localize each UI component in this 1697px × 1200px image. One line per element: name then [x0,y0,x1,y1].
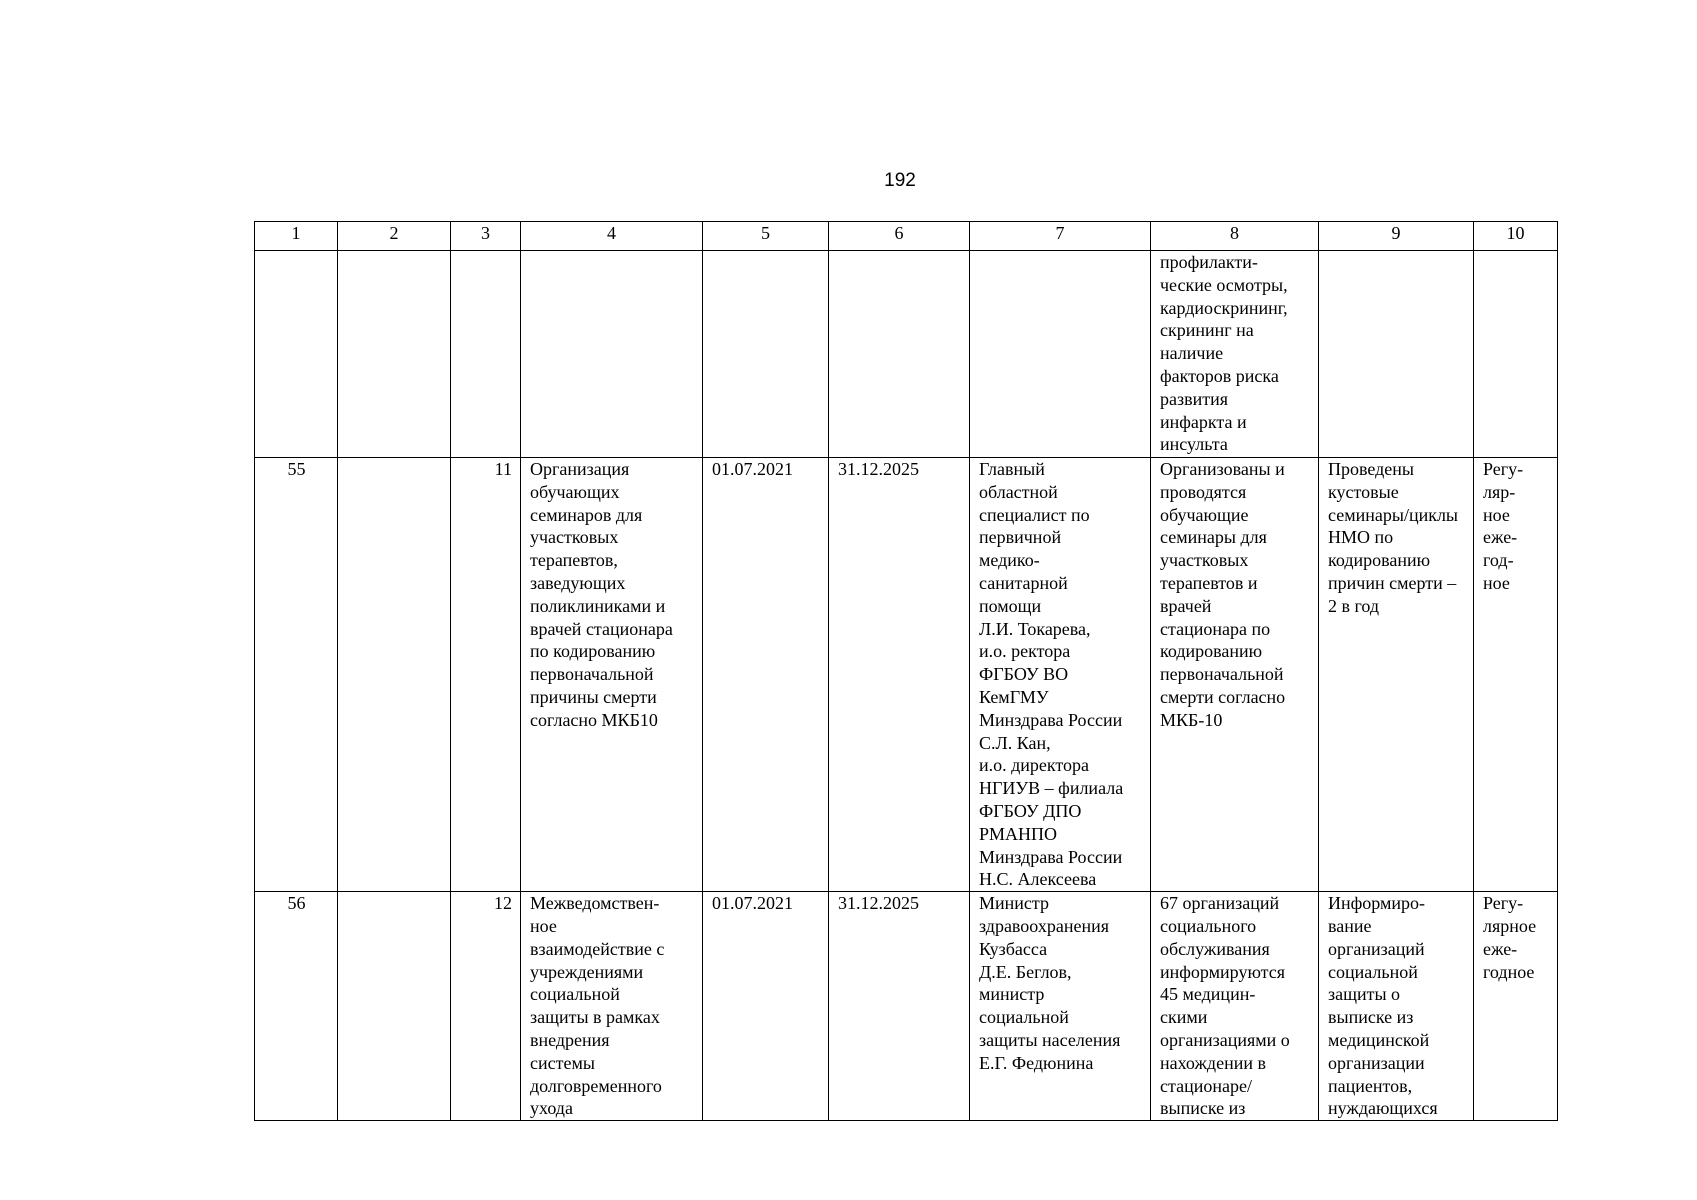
cell-start-date [703,458,829,892]
cell-text: 31.12.2025 [838,893,919,914]
cell-text: Регу- ляр- ное еже- год- ное [1483,459,1524,593]
cell-responsible [970,251,1151,458]
header-row [255,222,1558,251]
cell-text: Главный областной специалист по первичной медико- санитарной помощи Л.И. Токарева, и.о. ректора ФГБОУ ВО КемГМУ Минздрава России С.Л. Кан, и.о. директора НГИУВ – филиала ФГБОУ ДПО РМАНПО Минздрава России Н.С. Алексеева [979,459,1124,890]
cell-col2 [338,458,451,892]
table-row-55 [255,458,1558,892]
cell-text: 67 организаций социального обслуживания информируются 45 медицин- скими организациями о нахождении в стационаре/ выписке из [1160,893,1290,1119]
header-cell-8: 8 [1151,222,1319,251]
table-row-continuation [255,251,1558,458]
cell-text: 56 [287,893,306,914]
cell-frequency [1474,251,1558,458]
cell-text: 01.07.2021 [712,459,793,479]
cell-activity [521,892,703,1121]
cell-end-date [829,251,970,458]
cell-col2 [338,892,451,1121]
cell-responsible [970,458,1151,892]
cell-text: Министр здравоохранения Кузбасса Д.Е. Беглов, министр социальной защиты населения Е.Г. Федюнина [979,893,1121,1073]
cell-text: Проведены кустовые семинары/циклы НМО по кодированию причин смерти – 2 в год [1328,459,1459,616]
cell-text: 01.07.2021 [712,893,793,914]
cell-text: Межведомствен- ное взаимодействие с учреждениями социальной защиты в рамках внедрения системы долговременного ухода [530,893,665,1119]
cell-text: Регу- лярное еже- годное [1483,893,1537,982]
cell-activity [521,458,703,892]
table-row-56 [255,892,1558,1121]
cell-text: Организация обучающих семинаров для участковых терапевтов, заведующих поликлиниками и врачей стационара по кодированию первоначальной причины смерти согласно МКБ10 [530,459,673,730]
page-number: 192 [884,170,916,191]
cell-start-date [703,892,829,1121]
cell-indicator [1319,892,1474,1121]
cell-row-number [255,458,338,892]
cell-result [1151,458,1319,892]
cell-text: 12 [494,893,512,914]
header-cell-7: 7 [970,222,1151,251]
header-cell-3: 3 [451,222,521,251]
cell-text: Информиро- вание организаций социальной защиты о выписке из медицинской организации пациентов, нуждающихся [1328,893,1438,1119]
cell-item-number [451,892,521,1121]
cell-result [1151,251,1319,458]
cell-col2 [338,251,451,458]
cell-frequency [1474,892,1558,1121]
header-cell-5: 5 [703,222,829,251]
header-cell-6: 6 [829,222,970,251]
cell-start-date [703,251,829,458]
cell-text: 11 [494,459,512,479]
cell-item-number [451,458,521,892]
cell-responsible [970,892,1151,1121]
cell-text: 31.12.2025 [838,459,919,479]
header-cell-10: 10 [1474,222,1558,251]
cell-end-date [829,458,970,892]
cell-row-number [255,251,338,458]
cell-text: 55 [287,459,306,479]
cell-row-number [255,892,338,1121]
activities-table [254,221,1558,1121]
cell-frequency [1474,458,1558,892]
header-cell-2: 2 [338,222,451,251]
header-cell-4: 4 [521,222,703,251]
header-cell-9: 9 [1319,222,1474,251]
header-cell-1: 1 [255,222,338,251]
cell-activity [521,251,703,458]
cell-result [1151,892,1319,1121]
cell-text: профилакти- ческие осмотры, кардиоскрининг, скрининг на наличие факторов риска развития инфаркта и инсульта [1160,252,1288,455]
cell-item-number [451,251,521,458]
cell-text: Организованы и проводятся обучающие семинары для участковых терапевтов и врачей стационара по кодированию первоначальной смерти согласно МКБ-10 [1160,459,1286,730]
cell-indicator [1319,251,1474,458]
cell-end-date [829,892,970,1121]
cell-indicator [1319,458,1474,892]
